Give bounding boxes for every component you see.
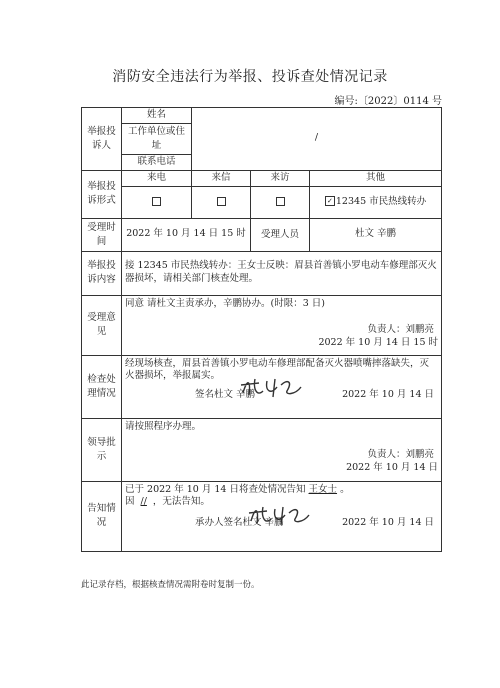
check-sign-label: 签名杜文 辛鹏	[195, 389, 256, 401]
form-check-row	[82, 186, 442, 218]
check-cell	[122, 355, 442, 418]
check-label: 检查处理情况	[82, 355, 122, 418]
form-section-label: 举报投诉形式	[82, 170, 122, 218]
check-row	[82, 355, 442, 418]
reporter-info-value: /	[192, 108, 442, 171]
visit-checkbox[interactable]	[276, 197, 285, 206]
check-text: 经现场核查，眉县首善镇小罗电动车修理部配备灭火器喷嘴摔落缺失，灭火器损坏，举报属实。	[125, 357, 430, 382]
notify-line-1	[125, 484, 438, 497]
check-date: 2022 年 10 月 14 日	[342, 389, 435, 401]
notify-row	[82, 481, 442, 551]
receive-time-label: 受理时间	[82, 218, 122, 251]
receive-person-value: 杜文 辛鹏	[310, 218, 442, 251]
page-title: 消防安全违法行为举报、投诉查处情况记录	[112, 69, 388, 85]
footnote: 此记录存档，根据核查情况需附卷时复制一份。	[81, 580, 260, 590]
visit-checkbox-cell	[251, 186, 310, 218]
other-checkbox-cell	[310, 186, 442, 218]
leader-date: 2022 年 10 月 14 日	[346, 462, 439, 474]
opinion-label: 受理意见	[82, 295, 122, 355]
call-checkbox[interactable]	[152, 197, 161, 206]
notify-informed-name: 王女士	[308, 483, 338, 495]
notify-line2-post: ，无法告知。	[152, 496, 210, 508]
form-header-row	[82, 170, 442, 186]
letter-checkbox-cell	[192, 186, 251, 218]
notify-cell	[122, 481, 442, 551]
notify-line2-pre: 因	[125, 496, 135, 508]
content-row	[82, 251, 442, 295]
form-option-visit: 来访	[251, 170, 310, 186]
notify-line1-post: 。	[340, 483, 350, 495]
leader-signer: 负责人：刘鹏亮	[367, 449, 435, 461]
leader-text: 请按照程序办理。	[125, 420, 202, 432]
handler-sign-label: 承办人签名杜文 辛鹏	[195, 517, 284, 529]
content-label: 举报投诉内容	[82, 251, 122, 295]
document-number: 编号:〔2022〕0114 号	[334, 96, 442, 107]
reporter-name-row	[82, 108, 442, 124]
record-table	[81, 107, 442, 552]
content-text: 接 12345 市民热线转办：王女士反映：眉县首善镇小罗电动车修理部灭火器损坏，请相关部门核查处理。	[122, 251, 442, 295]
opinion-cell	[122, 295, 442, 355]
notify-line1-pre: 已于 2022 年 10 月 14 日将查处情况告知	[125, 483, 306, 495]
name-label: 姓名	[122, 108, 192, 124]
opinion-row	[82, 295, 442, 355]
leader-cell	[122, 418, 442, 481]
check-sign-line	[125, 389, 438, 403]
receive-person-label: 受理人员	[251, 218, 310, 251]
notify-sign-line	[125, 517, 438, 531]
form-option-other: 其他	[310, 170, 442, 186]
other-value: 12345 市民热线转办	[335, 195, 427, 207]
form-option-call: 来电	[122, 170, 192, 186]
form-option-letter: 来信	[192, 170, 251, 186]
reporter-section-label: 举报投诉人	[82, 108, 122, 171]
notify-label: 告知情况	[82, 481, 122, 551]
phone-label: 联系电话	[122, 154, 192, 170]
notify-reason-blank: //	[140, 496, 147, 508]
receive-row	[82, 218, 442, 251]
opinion-signer: 负责人：刘鹏亮	[367, 324, 435, 336]
notify-date: 2022 年 10 月 14 日	[342, 517, 435, 529]
call-checkbox-cell	[122, 186, 192, 218]
receive-time-value: 2022 年 10 月 14 日 15 时	[122, 218, 251, 251]
other-checkbox-checked[interactable]: ✓	[325, 196, 335, 206]
opinion-date: 2022 年 10 月 14 日 15 时	[318, 337, 439, 349]
unit-label: 工作单位或住址	[122, 124, 192, 155]
leader-row	[82, 418, 442, 481]
letter-checkbox[interactable]	[217, 197, 226, 206]
leader-label: 领导批示	[82, 418, 122, 481]
opinion-text: 同意 请杜文主责承办，辛鹏协办。(时限：3 日)	[125, 297, 325, 309]
